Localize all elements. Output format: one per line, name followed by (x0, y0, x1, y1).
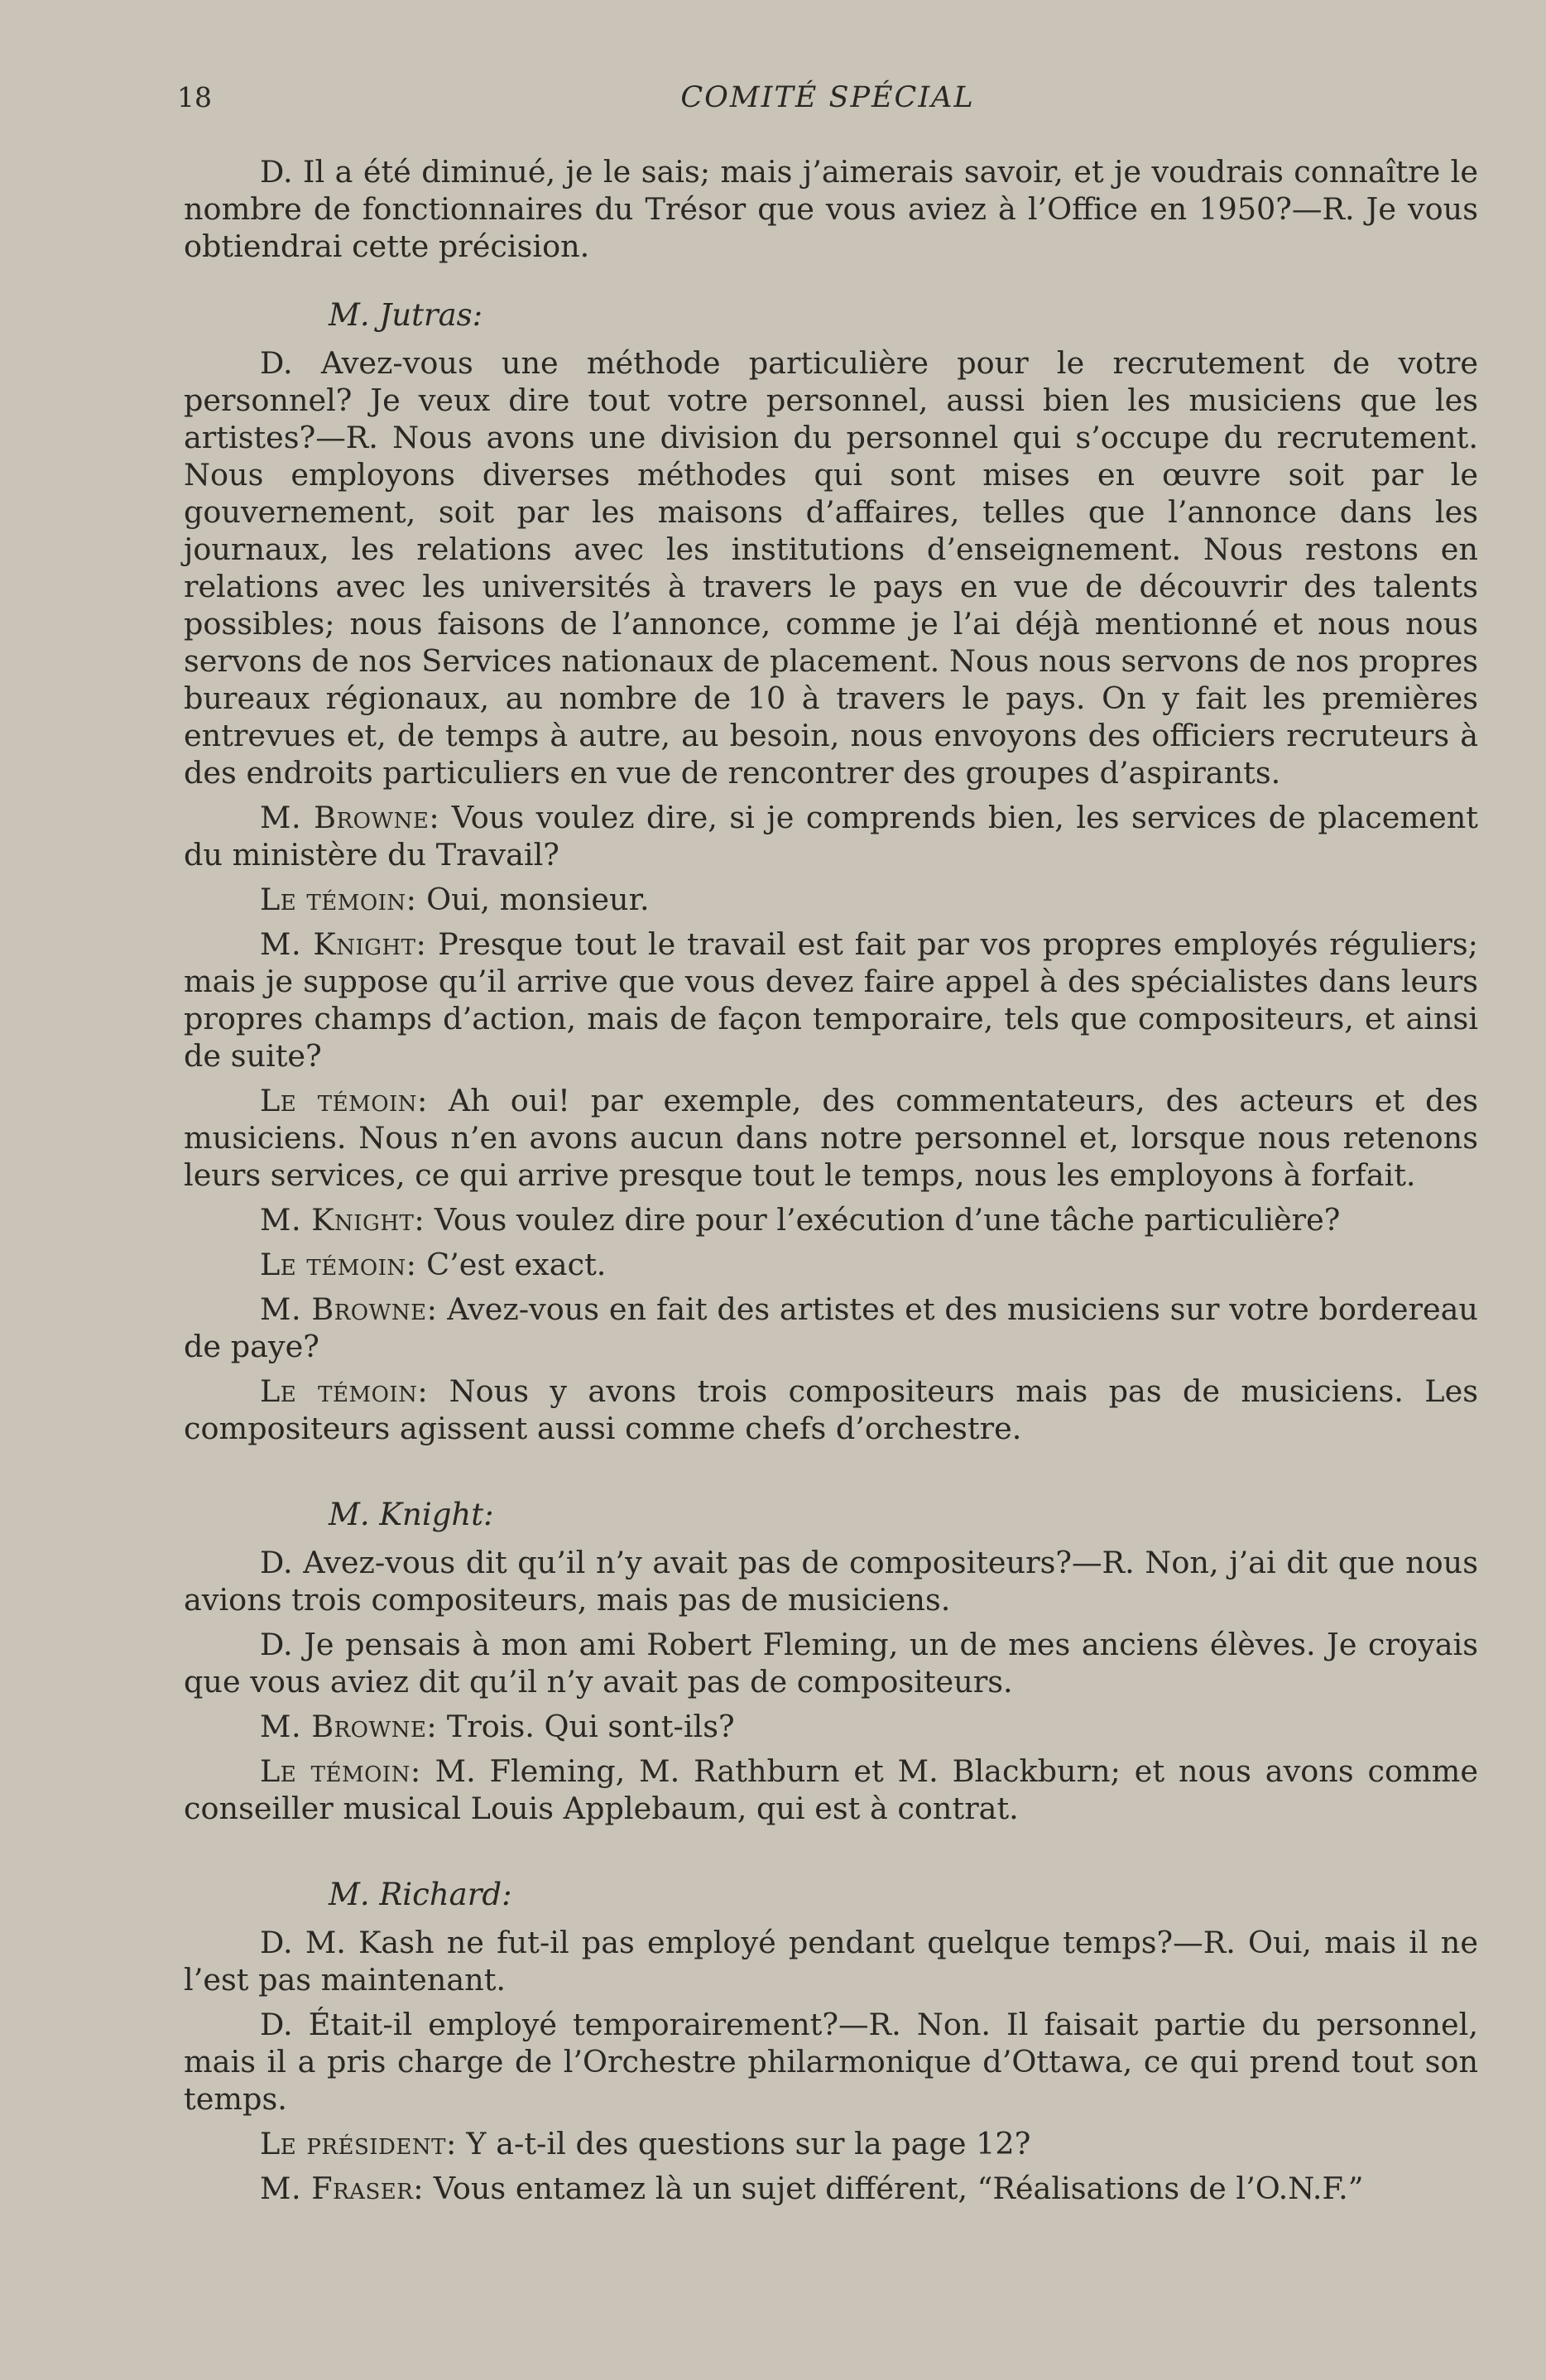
speaker-name: M. Browne: (260, 1709, 438, 1744)
transcript-paragraph (184, 1291, 1478, 1365)
paragraph-text: D. Était-il employé temporairement?—R. Non. Il faisait partie du personnel, mais il a pris charge de l’Orchestre philarmonique d’Ottawa, ce qui prend tout son temps. (184, 2007, 1478, 2117)
paragraph-text: C’est exact. (426, 1247, 607, 1282)
transcript-paragraph (184, 1373, 1478, 1447)
paragraph-text: Vous voulez dire pour l’exécution d’une tâche particulière? (434, 1202, 1341, 1238)
paragraph-text: Oui, monsieur. (426, 882, 650, 917)
transcript-paragraph (184, 153, 1478, 265)
paragraph-text: M. Fleming, M. Rathburn et M. Blackburn; et nous avons comme conseiller musical Louis Applebaum, qui est à contrat. (184, 1753, 1479, 1826)
paragraph-text: Vous entamez là un sujet différent, “Réalisations de l’O.N.F.” (433, 2171, 1364, 2206)
paragraph-text: Y a-t-il des questions sur la page 12? (466, 2126, 1031, 2161)
transcript-paragraph (184, 1753, 1478, 1827)
transcript-paragraph (184, 2170, 1478, 2207)
paragraph-text: D. Je pensais à mon ami Robert Fleming, un de mes anciens élèves. Je croyais que vous aviez dit qu’il n’y avait pas de compositeurs. (184, 1627, 1478, 1700)
document-body (184, 153, 1478, 2214)
paragraph-text: D. Avez-vous une méthode particulière pour le recrutement de votre personnel? Je veux dire tout votre personnel, aussi bien les musiciens que les artistes?—R. Nous avons une division du personnel qui s’occupe du recrutement. Nous employons diverses méthodes qui sont mises en œuvre soit par le gouvernement, soit par les maisons d’affaires, telles que l’annonce dans les journaux, les relations avec les institutions d’enseignement. Nous restons en relations avec les universités à travers le pays en vue de découvrir des talents possibles; nous faisons de l’annonce, comme je l’ai déjà mentionné et nous nous servons de nos Services nationaux de placement. Nous nous servons de nos propres bureaux régionaux, au nombre de 10 à travers le pays. On y fait les premières entrevues et, de temps à autre, au besoin, nous envoyons des officiers recruteurs à des endroits particuliers en vue de rencontrer des groupes d’aspirants. (184, 345, 1478, 791)
paragraph-text: D. Il a été diminué, je le sais; mais j’aimerais savoir, et je voudrais connaître le nombre de fonctionnaires du Trésor que vous aviez à l’Office en 1950?—R. Je vous obtiendrai cette précision. (184, 154, 1478, 264)
transcript-paragraph (184, 926, 1478, 1075)
paragraph-text: Nous y avons trois compositeurs mais pas de musiciens. Les compositeurs agissent aussi comme chefs d’orchestre. (184, 1373, 1478, 1446)
speaker-name: M. Knight: (260, 1202, 425, 1238)
running-title: COMITÉ SPÉCIAL (680, 81, 975, 114)
transcript-paragraph (184, 344, 1478, 791)
transcript-paragraph (184, 1201, 1478, 1238)
transcript-paragraph (184, 2125, 1478, 2162)
transcript-paragraph (184, 1924, 1478, 1998)
transcript-paragraph (184, 1544, 1478, 1618)
speaker-name: Le témoin: (260, 1083, 428, 1118)
paragraph-text: Presque tout le travail est fait par vos propres employés réguliers; mais je suppose qu’il arrive que vous devez faire appel à des spécialistes dans leurs propres champs d’action, mais de façon temporaire, tels que compositeurs, et ainsi de suite? (184, 926, 1478, 1074)
speaker-name: Le témoin: (260, 1247, 417, 1282)
paragraph-text: Vous voulez dire, si je comprends bien, les services de placement du ministère du Travail? (184, 800, 1478, 873)
transcript-paragraph (184, 881, 1478, 918)
transcript-paragraph (184, 2006, 1478, 2118)
transcript-paragraph (184, 1708, 1478, 1745)
paragraph-text: Ah oui! par exemple, des commentateurs, des acteurs et des musiciens. Nous n’en avons aucun dans notre personnel et, lorsque nous retenons leurs services, ce qui arrive presque tout le temps, nous les employons à forfait. (184, 1083, 1478, 1193)
paragraph-text: D. M. Kash ne fut-il pas employé pendant quelque temps?—R. Oui, mais il ne l’est pas maintenant. (184, 1925, 1478, 1998)
transcript-paragraph (184, 1246, 1478, 1283)
speaker-name: M. Browne: (260, 800, 440, 835)
paragraph-text: Trois. Qui sont-ils? (446, 1709, 735, 1744)
paragraph-text: D. Avez-vous dit qu’il n’y avait pas de compositeurs?—R. Non, j’ai dit que nous avions trois compositeurs, mais pas de musiciens. (184, 1545, 1478, 1618)
page-header (177, 81, 1478, 131)
speaker-name: M. Browne: (260, 1291, 438, 1327)
speaker-name: Le président: (260, 2126, 457, 2161)
questioner-heading: M. Richard: (329, 1877, 512, 1912)
transcript-paragraph (184, 799, 1478, 873)
speaker-name: Le témoin: (260, 1373, 429, 1409)
transcript-paragraph (184, 1626, 1478, 1700)
paragraph-text: Avez-vous en fait des artistes et des musiciens sur votre bordereau de paye? (184, 1291, 1478, 1364)
transcript-paragraph (184, 1082, 1478, 1194)
speaker-name: M. Knight: (260, 926, 427, 962)
questioner-heading: M. Knight: (329, 1497, 494, 1532)
page-number: 18 (177, 81, 212, 113)
speaker-name: Le témoin: (260, 1753, 421, 1789)
speaker-name: M. Fraser: (260, 2171, 425, 2206)
speaker-name: Le témoin: (260, 882, 417, 917)
questioner-heading: M. Jutras: (329, 297, 483, 333)
